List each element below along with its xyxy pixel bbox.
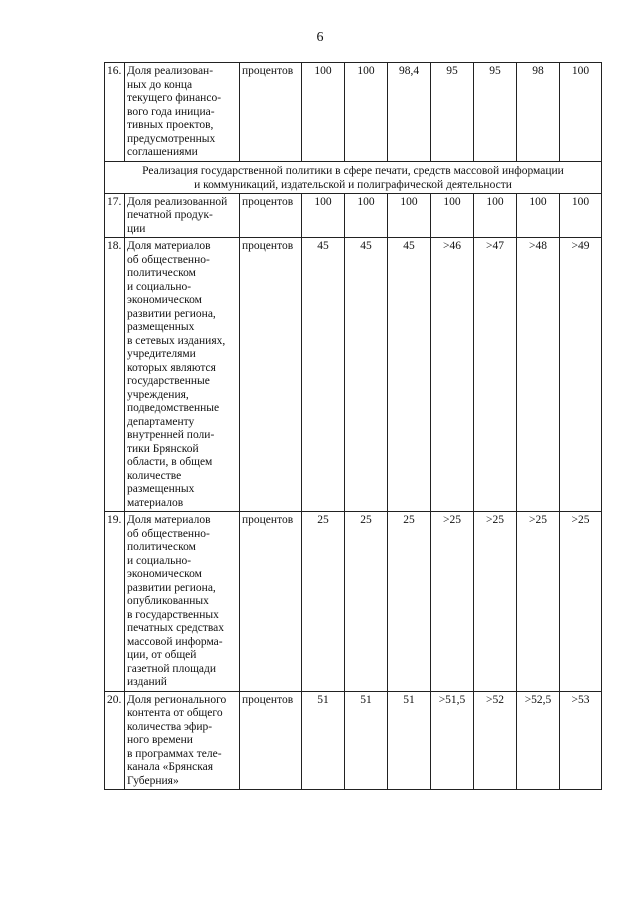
indicator-name-line: учреждения, bbox=[127, 388, 189, 401]
section-heading-line: Реализация государственной политики в сфере печати, средств массовой информации bbox=[142, 164, 564, 177]
indicator-name-line: ции bbox=[127, 222, 146, 235]
table-row bbox=[105, 691, 602, 790]
indicator-name-line: подведомственные bbox=[127, 402, 220, 414]
indicator-name bbox=[125, 512, 240, 692]
value-cell: >25 bbox=[517, 512, 560, 692]
indicator-name-line: количестве bbox=[127, 469, 182, 482]
row-number: 16. bbox=[105, 63, 125, 162]
value-cell: >25 bbox=[431, 512, 474, 692]
value-cell: >47 bbox=[474, 238, 517, 512]
value-cell: 100 bbox=[560, 63, 602, 162]
indicator-name-line: соглашениями bbox=[127, 146, 198, 158]
indicator-name-line: ции, от общей bbox=[127, 649, 197, 661]
page-number: 6 bbox=[316, 30, 324, 45]
value-cell: 25 bbox=[302, 512, 345, 692]
indicator-name-line: департаменту bbox=[127, 415, 195, 428]
value-cell: >52,5 bbox=[517, 691, 560, 790]
indicator-name-line: изданий bbox=[127, 676, 167, 688]
indicator-name-line: опубликованных bbox=[127, 595, 209, 607]
indicator-name-line: экономическом bbox=[127, 294, 202, 306]
indicator-name-line: материалов bbox=[127, 496, 184, 509]
indicator-name-line: газетной площади bbox=[127, 662, 217, 675]
indicator-name-line: ного времени bbox=[127, 734, 193, 746]
indicator-name-line: количества эфир- bbox=[127, 720, 213, 733]
indicator-name-line: тики Брянской bbox=[127, 442, 199, 455]
indicator-name-line: канала «Брянская bbox=[127, 761, 214, 773]
indicator-name-line: политическом bbox=[127, 267, 196, 279]
value-cell: 100 bbox=[388, 193, 431, 238]
indicator-name-line: в государственных bbox=[127, 608, 219, 621]
indicator-name-line: Губерния» bbox=[127, 774, 179, 787]
table-row bbox=[105, 238, 602, 512]
indicator-name-line: тивных проектов, bbox=[127, 119, 214, 131]
table-row bbox=[105, 63, 602, 162]
indicator-name-line: области, в общем bbox=[127, 456, 213, 468]
value-cell: 100 bbox=[560, 193, 602, 238]
indicator-name-line: вого года инициа- bbox=[127, 105, 215, 118]
row-number: 18. bbox=[105, 238, 125, 512]
value-cell: 100 bbox=[474, 193, 517, 238]
unit-cell: процентов bbox=[240, 691, 302, 790]
section-heading-body bbox=[105, 161, 602, 193]
value-cell: 100 bbox=[345, 193, 388, 238]
indicator-name-line: которых являются bbox=[127, 361, 216, 374]
indicator-name-line: Доля регионального bbox=[127, 693, 227, 706]
indicator-name-line: в программах теле- bbox=[127, 747, 222, 760]
indicator-name-line: развитии региона, bbox=[127, 307, 216, 320]
indicator-name bbox=[125, 238, 240, 512]
indicator-name-line: размещенных bbox=[127, 321, 195, 333]
value-cell: >53 bbox=[560, 691, 602, 790]
value-cell: 25 bbox=[388, 512, 431, 692]
indicator-name-line: Доля материалов bbox=[127, 514, 211, 526]
value-cell: 98 bbox=[517, 63, 560, 162]
indicator-name-line: массовой информа- bbox=[127, 635, 223, 648]
value-cell: 25 bbox=[345, 512, 388, 692]
value-cell: >52 bbox=[474, 691, 517, 790]
value-cell: >51,5 bbox=[431, 691, 474, 790]
value-cell: >48 bbox=[517, 238, 560, 512]
value-cell: >25 bbox=[474, 512, 517, 692]
indicator-name-line: Доля реализованной bbox=[127, 195, 228, 208]
indicator-name bbox=[125, 63, 240, 162]
indicator-name-line: об общественно- bbox=[127, 527, 210, 540]
indicator-name-line: внутренней поли- bbox=[127, 429, 215, 441]
value-cell: >49 bbox=[560, 238, 602, 512]
indicator-name-line: государственные bbox=[127, 375, 210, 387]
value-cell: 51 bbox=[388, 691, 431, 790]
table-row bbox=[105, 193, 602, 238]
value-cell: 51 bbox=[345, 691, 388, 790]
table-row bbox=[105, 512, 602, 692]
row-number: 20. bbox=[105, 691, 125, 790]
indicator-name-line: и социально- bbox=[127, 280, 192, 293]
indicator-name-line: ных до конца bbox=[127, 78, 193, 91]
value-cell: >25 bbox=[560, 512, 602, 692]
value-cell: 45 bbox=[302, 238, 345, 512]
section-heading-line: и коммуникаций, издательской и полиграфической деятельности bbox=[194, 178, 512, 191]
row-number: 17. bbox=[105, 193, 125, 238]
indicator-name-line: об общественно- bbox=[127, 253, 210, 266]
value-cell: 45 bbox=[345, 238, 388, 512]
unit-cell: процентов bbox=[240, 512, 302, 692]
indicator-name-line: и социально- bbox=[127, 554, 192, 567]
section-heading bbox=[105, 161, 602, 193]
indicator-name-line: развитии региона, bbox=[127, 581, 216, 594]
value-cell: 100 bbox=[345, 63, 388, 162]
indicator-name-line: контента от общего bbox=[127, 707, 223, 719]
value-cell: 100 bbox=[302, 63, 345, 162]
indicators-table bbox=[104, 62, 602, 790]
indicator-name bbox=[125, 193, 240, 238]
value-cell: 95 bbox=[474, 63, 517, 162]
value-cell: 98,4 bbox=[388, 63, 431, 162]
value-cell: 100 bbox=[517, 193, 560, 238]
table-body-bottom bbox=[105, 193, 602, 790]
indicator-name-line: в сетевых изданиях, bbox=[127, 334, 226, 347]
row-number: 19. bbox=[105, 512, 125, 692]
indicator-name-line: Доля реализован- bbox=[127, 65, 214, 77]
value-cell: 100 bbox=[431, 193, 474, 238]
value-cell: 95 bbox=[431, 63, 474, 162]
value-cell: 45 bbox=[388, 238, 431, 512]
indicator-name-line: текущего финансо- bbox=[127, 92, 222, 104]
indicator-name-line: экономическом bbox=[127, 568, 202, 580]
unit-cell: процентов bbox=[240, 63, 302, 162]
value-cell: 51 bbox=[302, 691, 345, 790]
value-cell: >46 bbox=[431, 238, 474, 512]
table-body-top bbox=[105, 63, 602, 162]
indicator-name-line: политическом bbox=[127, 541, 196, 553]
indicator-name-line: Доля материалов bbox=[127, 240, 211, 252]
unit-cell: процентов bbox=[240, 238, 302, 512]
value-cell: 100 bbox=[302, 193, 345, 238]
unit-cell: процентов bbox=[240, 193, 302, 238]
indicator-name-line: размещенных bbox=[127, 483, 195, 495]
indicator-name bbox=[125, 691, 240, 790]
section-heading-row bbox=[105, 161, 602, 193]
indicator-name-line: печатной продук- bbox=[127, 209, 213, 221]
indicator-name-line: учредителями bbox=[127, 348, 196, 360]
indicator-name-line: предусмотренных bbox=[127, 132, 216, 145]
indicator-name-line: печатных средствах bbox=[127, 622, 225, 634]
